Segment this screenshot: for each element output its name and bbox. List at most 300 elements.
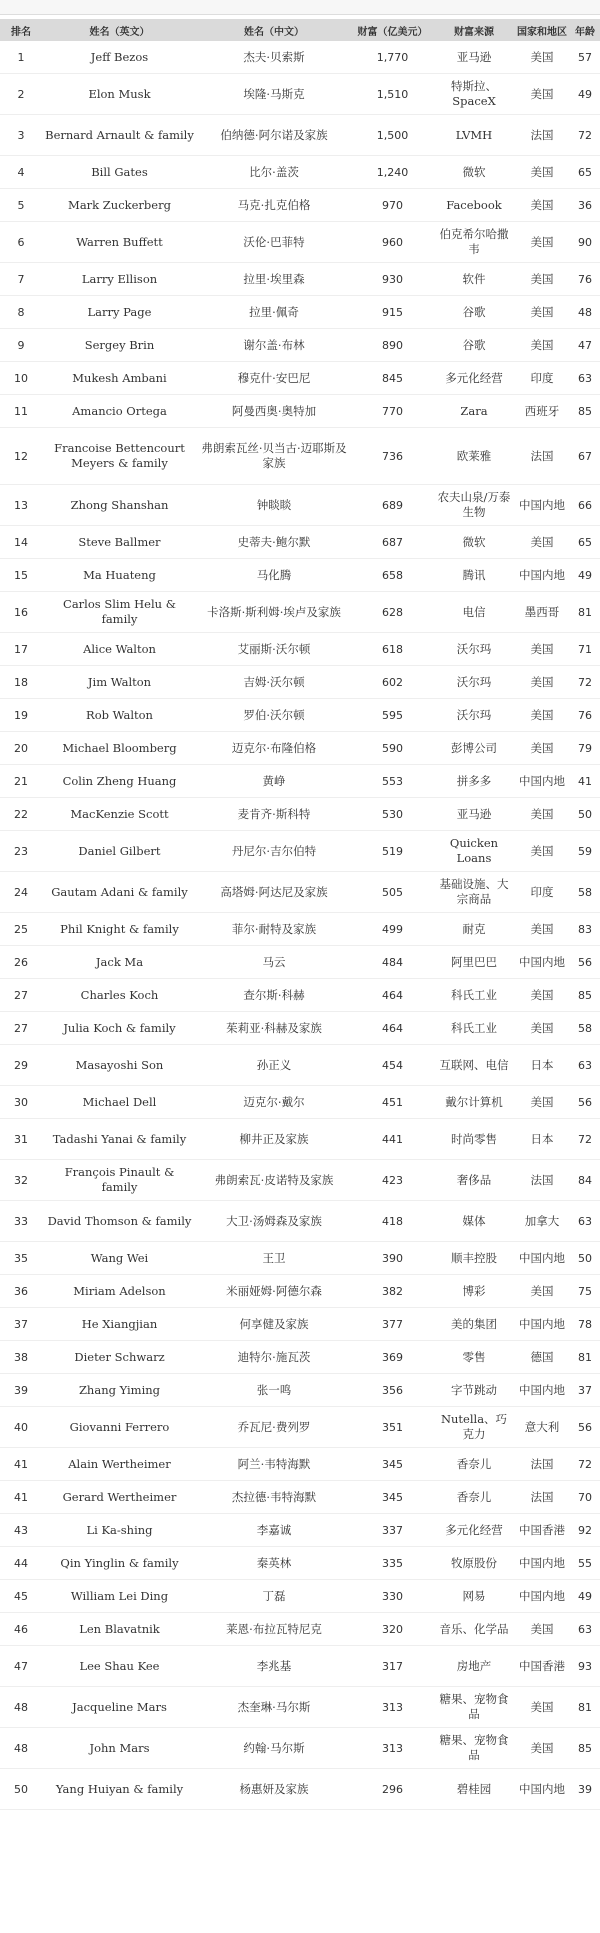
cell-wealth: 689 [351,485,434,526]
cell-name-en: Charles Koch [42,979,197,1012]
table-row [0,1448,600,1481]
cell-name-en: Carlos Slim Helu & family [42,592,197,633]
cell-rank: 36 [0,1275,42,1308]
cell-name-en: Jim Walton [42,666,197,699]
cell-age: 56 [570,1407,600,1448]
cell-name-en: Wang Wei [42,1242,197,1275]
cell-country: 德国 [514,1341,570,1374]
table-row [0,428,600,485]
cell-name-en: Lee Shau Kee [42,1646,197,1687]
cell-rank: 47 [0,1646,42,1687]
cell-wealth: 320 [351,1613,434,1646]
cell-name-en: Masayoshi Son [42,1045,197,1086]
cell-name-cn: 李嘉诚 [197,1514,351,1547]
cell-rank: 29 [0,1045,42,1086]
cell-rank: 26 [0,946,42,979]
cell-source: 伯克希尔哈撒韦 [434,222,514,263]
cell-age: 67 [570,428,600,485]
table-row [0,732,600,765]
cell-name-en: Bill Gates [42,156,197,189]
cell-wealth: 595 [351,699,434,732]
cell-age: 47 [570,329,600,362]
cell-rank: 40 [0,1407,42,1448]
cell-source: 耐克 [434,913,514,946]
cell-name-cn: 马化腾 [197,559,351,592]
cell-age: 66 [570,485,600,526]
cell-name-en: David Thomson & family [42,1201,197,1242]
cell-rank: 9 [0,329,42,362]
cell-country: 美国 [514,633,570,666]
cell-source: 碧桂园 [434,1769,514,1810]
cell-age: 59 [570,831,600,872]
cell-name-cn: 埃隆·马斯克 [197,74,351,115]
table-row [0,485,600,526]
cell-country: 美国 [514,1613,570,1646]
cell-wealth: 377 [351,1308,434,1341]
cell-rank: 20 [0,732,42,765]
cell-rank: 27 [0,1012,42,1045]
cell-rank: 46 [0,1613,42,1646]
cell-name-cn: 比尔·盖茨 [197,156,351,189]
cell-name-en: Amancio Ortega [42,395,197,428]
cell-age: 85 [570,395,600,428]
cell-source: LVMH [434,115,514,156]
cell-name-cn: 弗朗索瓦丝·贝当古·迈耶斯及家族 [197,428,351,485]
table-row [0,913,600,946]
cell-name-cn: 约翰·马尔斯 [197,1728,351,1769]
cell-name-en: Alain Wertheimer [42,1448,197,1481]
cell-name-en: Alice Walton [42,633,197,666]
cell-name-en: Giovanni Ferrero [42,1407,197,1448]
cell-country: 中国内地 [514,765,570,798]
cell-age: 75 [570,1275,600,1308]
cell-source: 顺丰控股 [434,1242,514,1275]
table-body [0,41,600,1810]
rich-list-table-container [0,19,600,1810]
table-row [0,1547,600,1580]
table-row [0,222,600,263]
cell-country: 印度 [514,872,570,913]
cell-name-en: Sergey Brin [42,329,197,362]
cell-wealth: 418 [351,1201,434,1242]
cell-rank: 13 [0,485,42,526]
cell-age: 39 [570,1769,600,1810]
cell-name-en: Larry Ellison [42,263,197,296]
header-age: 年龄 [570,19,600,41]
cell-name-cn: 查尔斯·科赫 [197,979,351,1012]
cell-wealth: 602 [351,666,434,699]
cell-country: 美国 [514,1275,570,1308]
cell-wealth: 519 [351,831,434,872]
cell-rank: 19 [0,699,42,732]
table-row [0,74,600,115]
cell-name-en: Yang Huiyan & family [42,1769,197,1810]
table-row [0,1160,600,1201]
cell-rank: 50 [0,1769,42,1810]
cell-name-en: Colin Zheng Huang [42,765,197,798]
cell-wealth: 330 [351,1580,434,1613]
cell-source: Nutella、巧克力 [434,1407,514,1448]
cell-name-en: Jeff Bezos [42,41,197,74]
cell-name-en: Jacqueline Mars [42,1687,197,1728]
cell-name-en: Julia Koch & family [42,1012,197,1045]
cell-rank: 12 [0,428,42,485]
cell-wealth: 1,240 [351,156,434,189]
table-row [0,362,600,395]
cell-age: 56 [570,946,600,979]
cell-name-en: Li Ka-shing [42,1514,197,1547]
table-row [0,1374,600,1407]
cell-rank: 14 [0,526,42,559]
cell-wealth: 1,510 [351,74,434,115]
top-strip [0,0,600,15]
cell-wealth: 930 [351,263,434,296]
cell-wealth: 530 [351,798,434,831]
cell-rank: 6 [0,222,42,263]
cell-rank: 30 [0,1086,42,1119]
cell-wealth: 970 [351,189,434,222]
table-row [0,559,600,592]
cell-rank: 45 [0,1580,42,1613]
cell-wealth: 484 [351,946,434,979]
cell-rank: 11 [0,395,42,428]
cell-name-en: Gautam Adani & family [42,872,197,913]
cell-source: 字节跳动 [434,1374,514,1407]
cell-age: 48 [570,296,600,329]
cell-country: 美国 [514,1728,570,1769]
cell-country: 中国香港 [514,1514,570,1547]
cell-rank: 10 [0,362,42,395]
cell-name-en: Ma Huateng [42,559,197,592]
cell-name-cn: 麦肯齐·斯科特 [197,798,351,831]
cell-age: 65 [570,526,600,559]
cell-name-cn: 阿兰·韦特海默 [197,1448,351,1481]
cell-name-en: Daniel Gilbert [42,831,197,872]
cell-rank: 37 [0,1308,42,1341]
header-row [0,19,600,41]
cell-age: 49 [570,559,600,592]
cell-source: 博彩 [434,1275,514,1308]
cell-source: 软件 [434,263,514,296]
cell-name-cn: 迪特尔·施瓦茨 [197,1341,351,1374]
table-row [0,1242,600,1275]
cell-name-cn: 阿曼西奥·奥特加 [197,395,351,428]
cell-age: 56 [570,1086,600,1119]
table-row [0,1275,600,1308]
cell-name-en: Mark Zuckerberg [42,189,197,222]
cell-name-en: Warren Buffett [42,222,197,263]
cell-age: 49 [570,1580,600,1613]
table-row [0,872,600,913]
cell-wealth: 464 [351,979,434,1012]
table-row [0,1119,600,1160]
cell-country: 美国 [514,1086,570,1119]
cell-rank: 41 [0,1448,42,1481]
cell-country: 美国 [514,329,570,362]
cell-country: 中国内地 [514,485,570,526]
cell-name-cn: 秦英林 [197,1547,351,1580]
cell-wealth: 369 [351,1341,434,1374]
table-row [0,1646,600,1687]
table-row [0,1201,600,1242]
cell-wealth: 345 [351,1481,434,1514]
cell-name-cn: 马云 [197,946,351,979]
cell-wealth: 499 [351,913,434,946]
cell-name-en: Gerard Wertheimer [42,1481,197,1514]
cell-name-cn: 迈克尔·布隆伯格 [197,732,351,765]
cell-country: 美国 [514,222,570,263]
rich-list-table [0,19,600,1810]
cell-age: 36 [570,189,600,222]
cell-name-en: Len Blavatnik [42,1613,197,1646]
cell-rank: 32 [0,1160,42,1201]
cell-source: 科氏工业 [434,979,514,1012]
cell-wealth: 590 [351,732,434,765]
cell-age: 63 [570,362,600,395]
table-row [0,1308,600,1341]
cell-source: 多元化经营 [434,1514,514,1547]
cell-age: 72 [570,115,600,156]
cell-country: 美国 [514,979,570,1012]
cell-age: 63 [570,1201,600,1242]
cell-source: 糖果、宠物食品 [434,1687,514,1728]
cell-wealth: 356 [351,1374,434,1407]
cell-name-cn: 杰夫·贝索斯 [197,41,351,74]
cell-name-cn: 杨惠妍及家族 [197,1769,351,1810]
cell-name-cn: 穆克什·安巴尼 [197,362,351,395]
cell-name-en: Phil Knight & family [42,913,197,946]
cell-wealth: 454 [351,1045,434,1086]
cell-source: Zara [434,395,514,428]
cell-source: 微软 [434,526,514,559]
cell-source: 媒体 [434,1201,514,1242]
table-row [0,395,600,428]
cell-source: 阿里巴巴 [434,946,514,979]
cell-source: 沃尔玛 [434,699,514,732]
cell-source: 特斯拉、SpaceX [434,74,514,115]
cell-name-cn: 莱恩·布拉瓦特尼克 [197,1613,351,1646]
cell-name-cn: 高塔姆·阿达尼及家族 [197,872,351,913]
cell-wealth: 915 [351,296,434,329]
cell-country: 美国 [514,296,570,329]
cell-name-cn: 大卫·汤姆森及家族 [197,1201,351,1242]
cell-country: 美国 [514,831,570,872]
cell-name-cn: 弗朗索瓦·皮诺特及家族 [197,1160,351,1201]
cell-name-en: John Mars [42,1728,197,1769]
cell-age: 72 [570,666,600,699]
cell-name-en: Rob Walton [42,699,197,732]
cell-rank: 23 [0,831,42,872]
cell-name-en: Jack Ma [42,946,197,979]
cell-wealth: 296 [351,1769,434,1810]
cell-source: 沃尔玛 [434,633,514,666]
table-row [0,263,600,296]
cell-wealth: 618 [351,633,434,666]
cell-source: Facebook [434,189,514,222]
cell-name-cn: 卡洛斯·斯利姆·埃卢及家族 [197,592,351,633]
cell-name-en: MacKenzie Scott [42,798,197,831]
header-wealth: 财富（亿美元） [351,19,434,41]
cell-name-cn: 丹尼尔·吉尔伯特 [197,831,351,872]
cell-name-cn: 吉姆·沃尔顿 [197,666,351,699]
cell-wealth: 845 [351,362,434,395]
cell-source: 音乐、化学品 [434,1613,514,1646]
cell-name-en: Francoise Bettencourt Meyers & family [42,428,197,485]
table-row [0,1407,600,1448]
cell-name-cn: 迈克尔·戴尔 [197,1086,351,1119]
cell-name-en: Michael Bloomberg [42,732,197,765]
cell-rank: 3 [0,115,42,156]
cell-age: 72 [570,1448,600,1481]
table-row [0,526,600,559]
table-row [0,1086,600,1119]
cell-name-en: He Xiangjian [42,1308,197,1341]
cell-name-cn: 杰拉德·韦特海默 [197,1481,351,1514]
cell-country: 法国 [514,1448,570,1481]
cell-country: 美国 [514,263,570,296]
cell-country: 日本 [514,1119,570,1160]
cell-age: 58 [570,872,600,913]
table-row [0,1580,600,1613]
table-row [0,329,600,362]
cell-age: 49 [570,74,600,115]
cell-rank: 17 [0,633,42,666]
table-row [0,1012,600,1045]
cell-country: 美国 [514,699,570,732]
cell-country: 美国 [514,41,570,74]
cell-name-cn: 拉里·埃里森 [197,263,351,296]
cell-age: 58 [570,1012,600,1045]
cell-age: 50 [570,798,600,831]
cell-country: 西班牙 [514,395,570,428]
cell-source: 科氏工业 [434,1012,514,1045]
cell-name-cn: 菲尔·耐特及家族 [197,913,351,946]
cell-wealth: 960 [351,222,434,263]
cell-name-cn: 伯纳德·阿尔诺及家族 [197,115,351,156]
cell-country: 中国内地 [514,946,570,979]
cell-wealth: 505 [351,872,434,913]
cell-source: 彭博公司 [434,732,514,765]
cell-name-cn: 孙正义 [197,1045,351,1086]
table-row [0,1341,600,1374]
cell-name-cn: 李兆基 [197,1646,351,1687]
cell-age: 65 [570,156,600,189]
cell-age: 76 [570,263,600,296]
table-row [0,41,600,74]
cell-source: 糖果、宠物食品 [434,1728,514,1769]
cell-name-en: Michael Dell [42,1086,197,1119]
cell-wealth: 345 [351,1448,434,1481]
cell-name-en: Mukesh Ambani [42,362,197,395]
cell-name-cn: 丁磊 [197,1580,351,1613]
cell-age: 84 [570,1160,600,1201]
cell-country: 法国 [514,428,570,485]
cell-country: 中国内地 [514,1769,570,1810]
cell-rank: 31 [0,1119,42,1160]
cell-rank: 8 [0,296,42,329]
cell-wealth: 628 [351,592,434,633]
cell-name-cn: 乔瓦尼·费列罗 [197,1407,351,1448]
cell-wealth: 390 [351,1242,434,1275]
cell-country: 意大利 [514,1407,570,1448]
cell-age: 85 [570,1728,600,1769]
cell-age: 90 [570,222,600,263]
cell-country: 法国 [514,115,570,156]
cell-source: 腾讯 [434,559,514,592]
cell-country: 法国 [514,1160,570,1201]
cell-rank: 7 [0,263,42,296]
cell-wealth: 313 [351,1687,434,1728]
header-name-cn: 姓名（中文） [197,19,351,41]
cell-age: 81 [570,1341,600,1374]
cell-name-cn: 黄峥 [197,765,351,798]
cell-source: 互联网、电信 [434,1045,514,1086]
cell-country: 美国 [514,156,570,189]
cell-age: 81 [570,1687,600,1728]
cell-source: Quicken Loans [434,831,514,872]
cell-wealth: 1,770 [351,41,434,74]
cell-country: 中国内地 [514,1580,570,1613]
cell-source: 电信 [434,592,514,633]
cell-name-cn: 王卫 [197,1242,351,1275]
cell-country: 美国 [514,666,570,699]
cell-age: 79 [570,732,600,765]
cell-source: 拼多多 [434,765,514,798]
cell-country: 中国内地 [514,1308,570,1341]
table-row [0,189,600,222]
cell-age: 81 [570,592,600,633]
cell-rank: 16 [0,592,42,633]
cell-source: 时尚零售 [434,1119,514,1160]
cell-rank: 15 [0,559,42,592]
cell-rank: 43 [0,1514,42,1547]
cell-name-cn: 柳井正及家族 [197,1119,351,1160]
table-row [0,296,600,329]
table-header [0,19,600,41]
cell-source: 香奈儿 [434,1448,514,1481]
cell-age: 93 [570,1646,600,1687]
table-row [0,666,600,699]
cell-age: 57 [570,41,600,74]
cell-age: 78 [570,1308,600,1341]
cell-wealth: 317 [351,1646,434,1687]
cell-age: 55 [570,1547,600,1580]
cell-rank: 35 [0,1242,42,1275]
header-source: 财富来源 [434,19,514,41]
cell-source: 谷歌 [434,329,514,362]
cell-source: 亚马逊 [434,41,514,74]
cell-age: 63 [570,1613,600,1646]
cell-country: 美国 [514,798,570,831]
cell-wealth: 658 [351,559,434,592]
cell-name-en: Steve Ballmer [42,526,197,559]
cell-age: 85 [570,979,600,1012]
cell-rank: 25 [0,913,42,946]
cell-wealth: 337 [351,1514,434,1547]
header-name-en: 姓名（英文） [42,19,197,41]
cell-wealth: 553 [351,765,434,798]
cell-source: 网易 [434,1580,514,1613]
cell-name-en: Zhong Shanshan [42,485,197,526]
table-row [0,115,600,156]
cell-rank: 48 [0,1728,42,1769]
cell-name-cn: 拉里·佩奇 [197,296,351,329]
cell-wealth: 687 [351,526,434,559]
table-row [0,1514,600,1547]
table-row [0,699,600,732]
cell-rank: 2 [0,74,42,115]
cell-age: 76 [570,699,600,732]
